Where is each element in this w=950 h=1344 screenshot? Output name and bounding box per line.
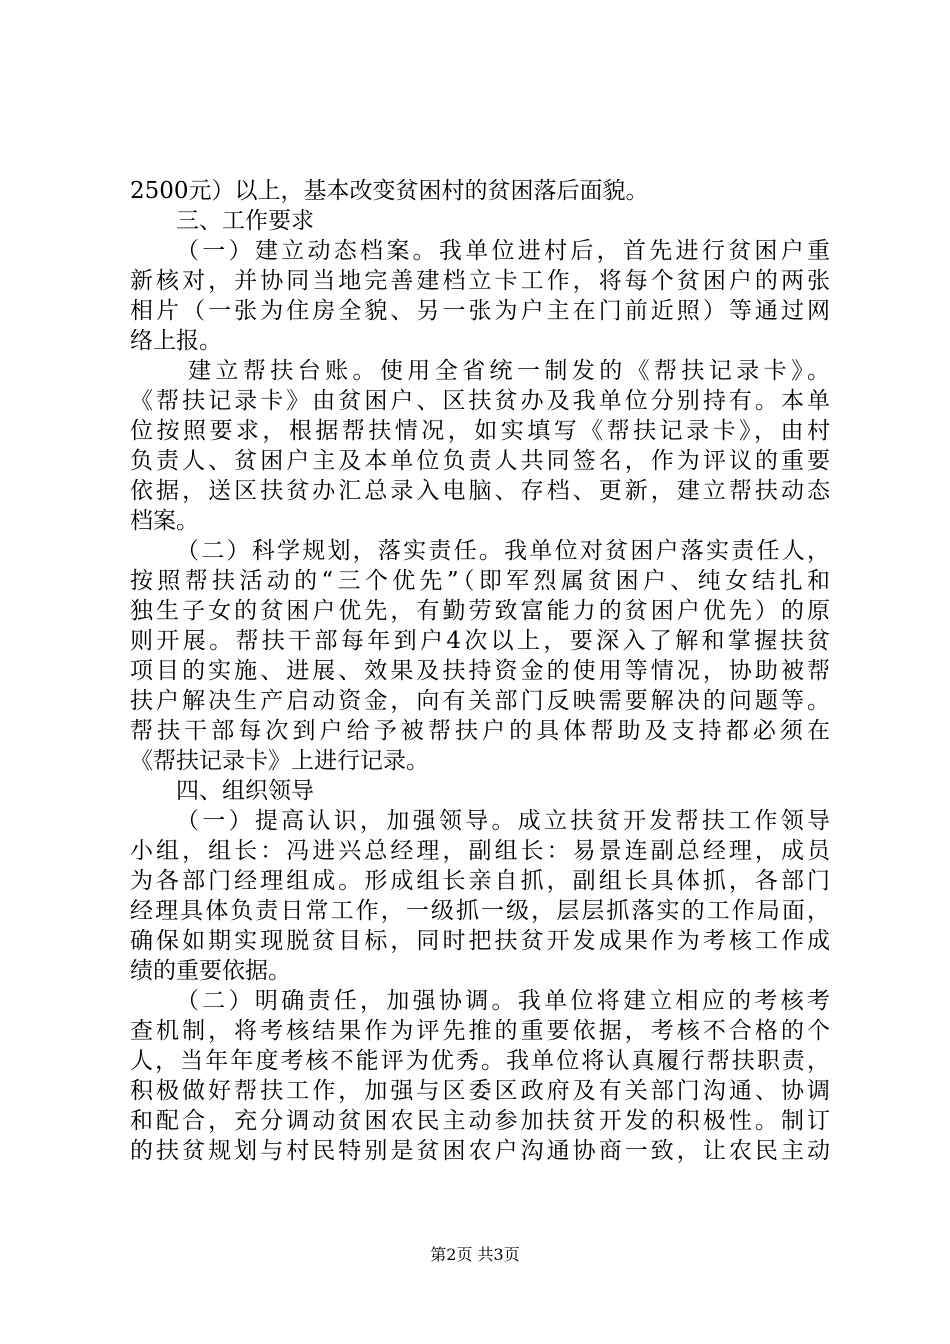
text-line: 帮扶干部每次到户给予被帮扶户的具体帮助及支持都必须在 [130,718,830,744]
text-line: 2500元）以上，基本改变贫困村的贫困落后面貌。 [130,178,649,204]
text-line: 扶户解决生产启动资金，向有关部门反映需要解决的问题等。 [130,688,830,714]
text-line: （二）科学规划，落实责任。我单位对贫困户落实责任人， [176,538,830,564]
text-line: 和配合，充分调动贫困农民主动参加扶贫开发的积极性。制订 [130,1108,830,1134]
text-line: 确保如期实现脱贫目标，同时把扶贫开发成果作为考核工作成 [130,928,830,954]
section-heading: 三、工作要求 [176,208,314,234]
text-line: 绩的重要依据。 [130,958,291,984]
page-number-footer: 第2页 共3页 [430,1245,520,1264]
text-line: （二）明确责任，加强协调。我单位将建立相应的考核考 [176,988,830,1014]
text-line: 经理具体负责日常工作，一级抓一级，层层抓落实的工作局面， [130,898,830,924]
text-line: 相片（一张为住房全貌、另一张为户主在门前近照）等通过网 [130,298,830,324]
text-line: 查机制，将考核结果作为评先推的重要依据，考核不合格的个 [130,1018,830,1044]
section-heading: 四、组织领导 [176,778,314,804]
text-line: 为各部门经理组成。形成组长亲自抓，副组长具体抓，各部门 [130,868,830,894]
text-line: 络上报。 [130,328,222,354]
text-line: 按照帮扶活动的“三个优先”（即军烈属贫困户、纯女结扎和 [130,568,830,594]
text-line: 新核对，并协同当地完善建档立卡工作，将每个贫困户的两张 [130,268,830,294]
text-line: 独生子女的贫困户优先，有勤劳致富能力的贫困户优先）的原 [130,598,830,624]
text-line: （一）提高认识，加强领导。成立扶贫开发帮扶工作领导 [176,808,830,834]
text-line: 人，当年年度考核不能评为优秀。我单位将认真履行帮扶职责， [130,1048,830,1074]
text-line: 项目的实施、进展、效果及扶持资金的使用等情况，协助被帮 [130,658,830,684]
text-line: 建立帮扶台账。使用全省统一制发的《帮扶记录卡》。 [188,358,830,384]
text-line: 的扶贫规划与村民特别是贫困农户沟通协商一致，让农民主动 [130,1138,830,1164]
text-line: （一）建立动态档案。我单位进村后，首先进行贫困户重 [176,238,830,264]
document-body [130,176,830,1166]
text-line: 依据，送区扶贫办汇总录入电脑、存档、更新，建立帮扶动态 [130,478,830,504]
text-line: 则开展。帮扶干部每年到户4次以上，要深入了解和掌握扶贫 [130,628,830,654]
text-line: 《帮扶记录卡》由贫困户、区扶贫办及我单位分别持有。本单 [130,388,830,414]
text-line: 档案。 [130,508,199,534]
text-line: 位按照要求，根据帮扶情况，如实填写《帮扶记录卡》，由村 [130,418,830,444]
text-line: 小组，组长：冯进兴总经理，副组长：易景连副总经理，成员 [130,838,830,864]
text-line: 《帮扶记录卡》上进行记录。 [130,748,429,774]
text-line: 积极做好帮扶工作，加强与区委区政府及有关部门沟通、协调 [130,1078,830,1104]
text-line: 负责人、贫困户主及本单位负责人共同签名，作为评议的重要 [130,448,830,474]
